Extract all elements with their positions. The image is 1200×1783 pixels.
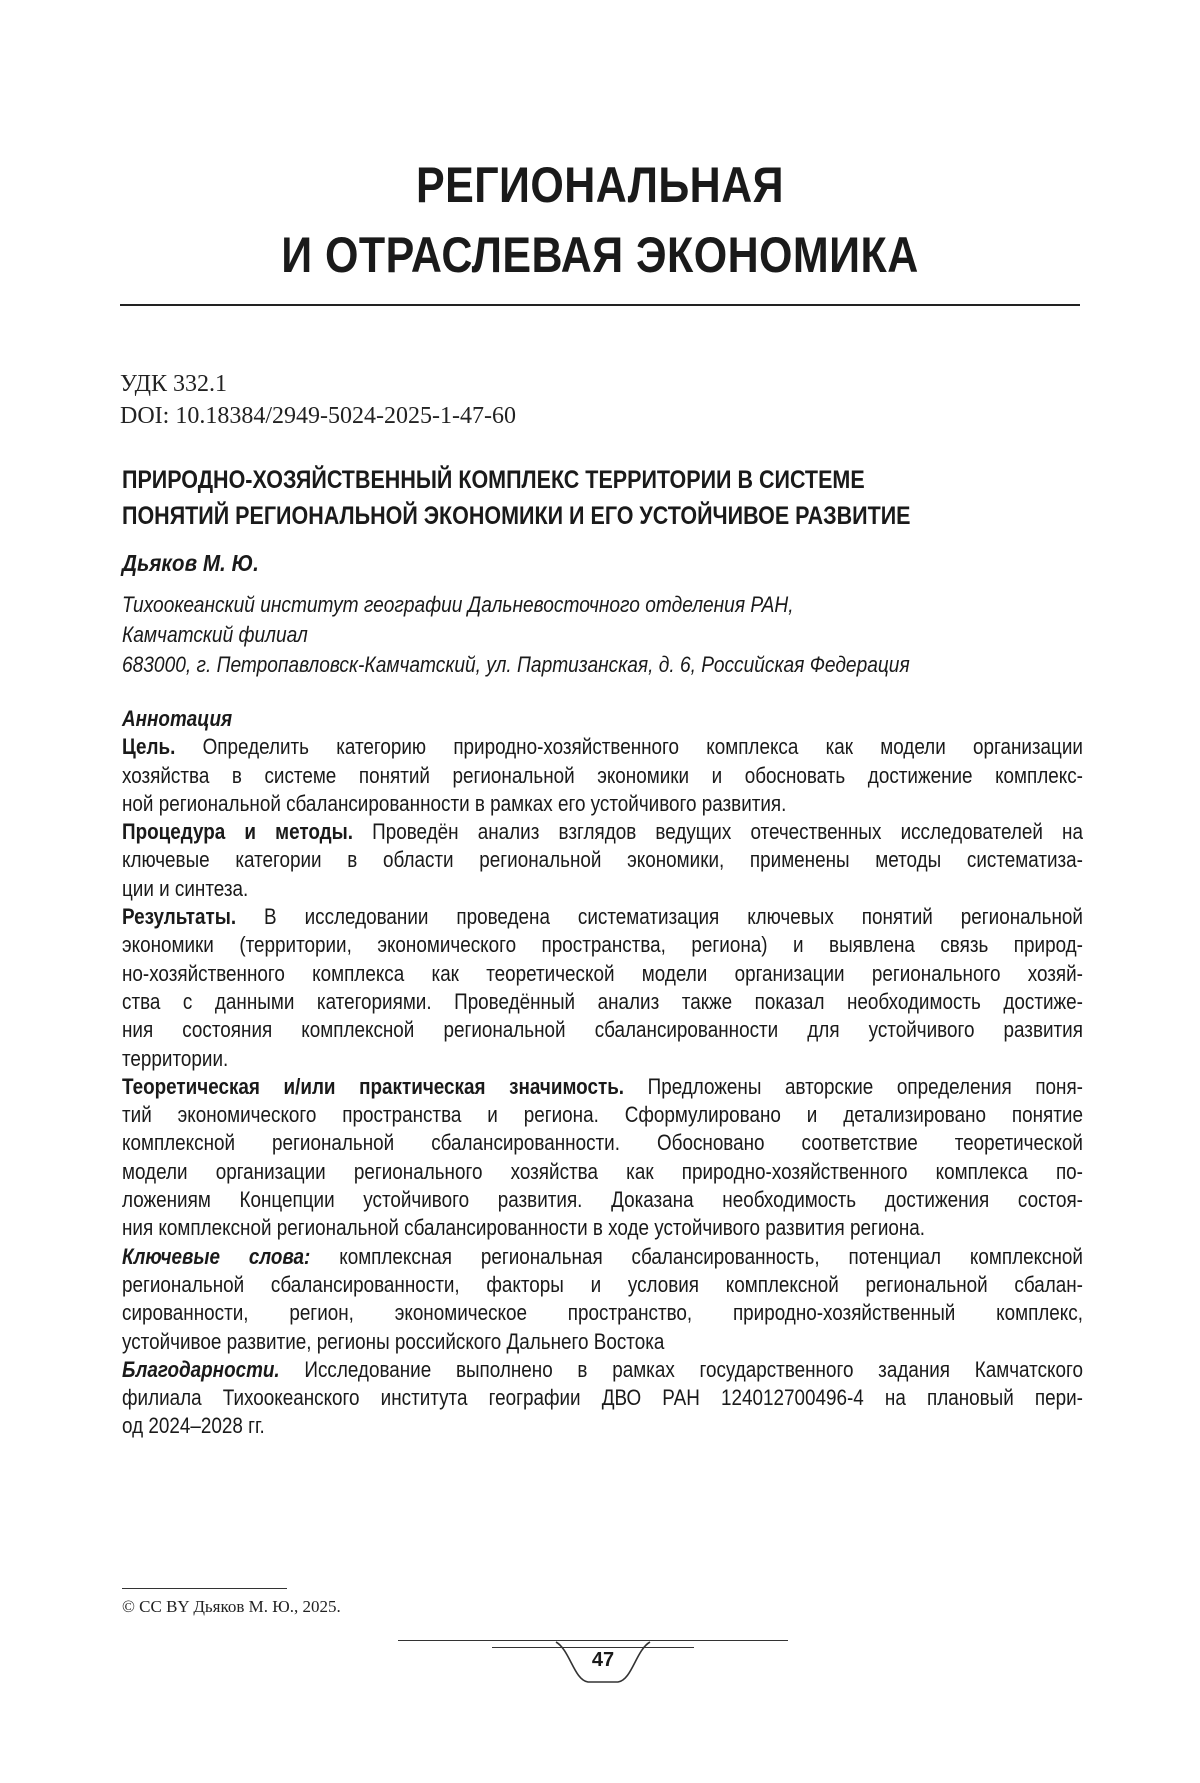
article-meta (120, 368, 516, 432)
affiliation (122, 590, 1079, 680)
article-title (122, 462, 1068, 534)
keywords-label: Ключевые слова: (122, 1243, 311, 1269)
results-line-2: экономики (территории, экономического пространства, региона) и выявлена связь природ- (122, 932, 1083, 958)
acknowledgements-line-2: филиала Тихоокеанского института географии ДВО РАН 124012700496-4 на плановый пери- (122, 1385, 1083, 1411)
methods-label: Процедура и методы. (122, 819, 354, 845)
acknowledgements-label: Благодарности. (122, 1356, 280, 1382)
article-title-line-2: ПОНЯТИЙ РЕГИОНАЛЬНОЙ ЭКОНОМИКИ И ЕГО УСТОЙЧИВОЕ РАЗВИТИЕ (122, 502, 911, 530)
results-line-6: территории. (122, 1045, 229, 1071)
significance-line-5: ложениям Концепции устойчивого развития. Доказана необходимость достижения состоя- (122, 1187, 1083, 1213)
methods-line-1: Процедура и методы. Проведён анализ взглядов ведущих отечественных исследователей на (122, 819, 1083, 845)
goal-line-2: хозяйства в системе понятий региональной экономики и обосновать достижение комплекс- (122, 762, 1083, 788)
section-title (187, 150, 1013, 290)
significance-line-3: комплексной региональной сбалансированности. Обосновано соответствие теоретической (122, 1130, 1083, 1156)
keywords-line-1: Ключевые слова: комплексная региональная сбалансированность, потенциал комплексной (122, 1243, 1083, 1269)
copyright-footnote: © CC BY Дьяков М. Ю., 2025. (122, 1597, 341, 1616)
doi-code: DOI: 10.18384/2949-5024-2025-1-47-60 (120, 403, 516, 429)
keywords-line-4: устойчивое развитие, регионы российского Дальнего Востока (122, 1328, 665, 1354)
article-title-line-1: ПРИРОДНО-ХОЗЯЙСТВЕННЫЙ КОМПЛЕКС ТЕРРИТОРИИ В СИСТЕМЕ (122, 466, 865, 494)
affiliation-line-1: Тихоокеанский институт географии Дальневосточного отделения РАН, (122, 592, 794, 617)
udk-code: УДК 332.1 (120, 371, 227, 397)
abstract (122, 705, 1083, 1441)
methods-line-3: ции и синтеза. (122, 875, 249, 901)
goal-label: Цель. (122, 734, 176, 760)
page-number: 47 (591, 1649, 615, 1671)
methods-line-2: ключевые категории в области региональной экономики, применены методы систематиза- (122, 847, 1083, 873)
significance-line-4: модели организации регионального хозяйства как природно-хозяйственного комплекса по- (122, 1158, 1083, 1184)
abstract-heading: Аннотация (122, 706, 233, 731)
results-label: Результаты. (122, 904, 237, 930)
results-line-3: но-хозяйственного комплекса как теоретической модели организации регионального хозяй- (122, 960, 1083, 986)
author-name: Дьяков М. Ю. (122, 550, 259, 576)
keywords-line-2: региональной сбалансированности, факторы и условия комплексной региональной сбалан- (122, 1271, 1083, 1297)
significance-label: Теоретическая и/или практическая значимость. (122, 1073, 625, 1099)
significance-line-1: Теоретическая и/или практическая значимость. Предложены авторские определения поня- (122, 1073, 1083, 1099)
results-line-1: Результаты. В исследовании проведена систематизация ключевых понятий региональной (122, 904, 1083, 930)
goal-line-3: ной региональной сбалансированности в рамках его устойчивого развития. (122, 790, 787, 816)
results-line-4: ства с данными категориями. Проведённый анализ также показал необходимость достиже- (122, 988, 1083, 1014)
significance-line-2: тий экономического пространства и региона. Сформулировано и детализировано понятие (122, 1102, 1083, 1128)
section-divider (120, 304, 1080, 306)
section-title-line-2: И ОТРАСЛЕВАЯ ЭКОНОМИКА (281, 227, 919, 283)
affiliation-line-2: Камчатский филиал (122, 622, 308, 647)
goal-line-1: Цель. Определить категорию природно-хозяйственного комплекса как модели организации (122, 734, 1083, 760)
affiliation-address: 683000, г. Петропавловск-Камчатский, ул. Партизанская, д. 6, Российская Федерация (122, 652, 910, 677)
footnote-rule (122, 1588, 287, 1589)
acknowledgements-line-3: од 2024–2028 гг. (122, 1413, 265, 1439)
acknowledgements-line-1: Благодарности. Исследование выполнено в рамках государственного задания Камчатского (122, 1356, 1083, 1382)
keywords-line-3: сированности, регион, экономическое пространство, природно-хозяйственный комплекс, (122, 1300, 1083, 1326)
results-line-5: ния состояния комплексной региональной сбалансированности для устойчивого развития (122, 1017, 1083, 1043)
significance-line-6: ния комплексной региональной сбалансированности в ходе устойчивого развития региона. (122, 1215, 926, 1241)
section-title-line-1: РЕГИОНАЛЬНАЯ (416, 157, 784, 213)
